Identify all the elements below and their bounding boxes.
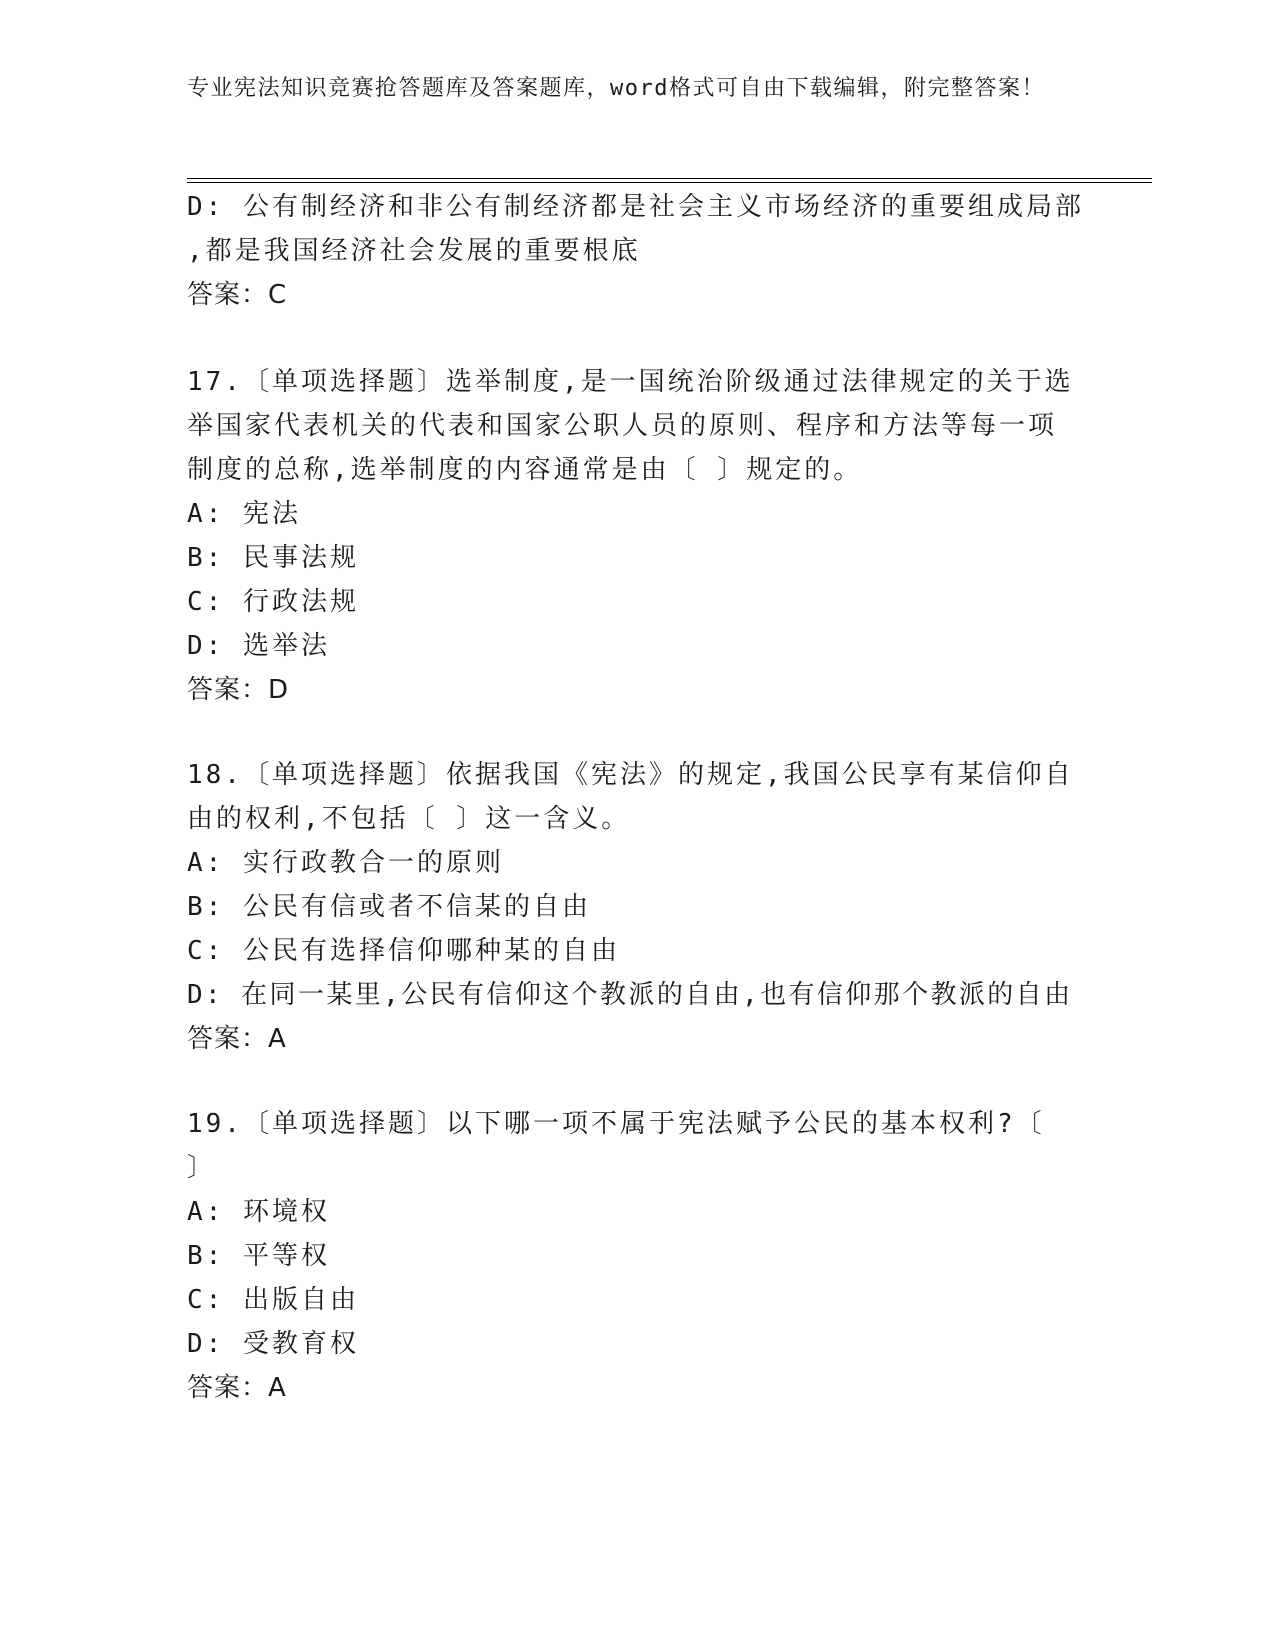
question-19-option-c: C: 出版自由	[187, 1285, 359, 1315]
question-17-option-c: C: 行政法规	[187, 587, 359, 617]
question-17-option-b: B: 民事法规	[187, 543, 359, 573]
question-18-option-c: C: 公民有选择信仰哪种某的自由	[187, 936, 620, 966]
header-divider-top	[187, 178, 1152, 179]
carryover-option-d-line2: ,都是我国经济社会发展的重要根底	[187, 236, 641, 266]
carryover-option-d-line1: D: 公有制经济和非公有制经济都是社会主义市场经济的重要组成局部	[187, 192, 1084, 222]
question-18-line1: 18.〔单项选择题〕依据我国《宪法》的规定,我国公民享有某信仰自	[187, 760, 1074, 790]
page-header-title: 专业宪法知识竞赛抢答题库及答案题库，word格式可自由下载编辑，附完整答案！	[187, 76, 1045, 101]
question-18-option-b: B: 公民有信或者不信某的自由	[187, 892, 591, 922]
question-19-option-b: B: 平等权	[187, 1241, 330, 1271]
question-19-line2: 〕	[187, 1153, 217, 1183]
question-18-option-d: D: 在同一某里,公民有信仰这个教派的自由,也有信仰那个教派的自由	[187, 980, 1073, 1010]
question-19-option-d: D: 受教育权	[187, 1329, 359, 1359]
question-17-option-d: D: 选举法	[187, 631, 330, 661]
question-19-option-a: A: 环境权	[187, 1197, 330, 1227]
question-18-line2: 由的权利,不包括〔 〕这一含义。	[187, 804, 631, 834]
question-17-line1: 17.〔单项选择题〕选举制度,是一国统治阶级通过法律规定的关于选	[187, 367, 1074, 397]
question-17-line2: 举国家代表机关的代表和国家公职人员的原则、程序和方法等每一项	[187, 411, 1058, 441]
question-18-answer: 答案：A	[187, 1024, 287, 1054]
question-19-answer: 答案：A	[187, 1373, 287, 1403]
carryover-answer: 答案：C	[187, 280, 288, 310]
question-17-answer: 答案：D	[187, 675, 290, 705]
question-17-option-a: A: 宪法	[187, 499, 301, 529]
question-17-line3: 制度的总称,选举制度的内容通常是由〔 〕规定的。	[187, 455, 863, 485]
question-18-option-a: A: 实行政教合一的原则	[187, 848, 504, 878]
question-19-line1: 19.〔单项选择题〕以下哪一项不属于宪法赋予公民的基本权利?〔	[187, 1109, 1045, 1139]
header-divider-bottom	[187, 182, 1152, 183]
